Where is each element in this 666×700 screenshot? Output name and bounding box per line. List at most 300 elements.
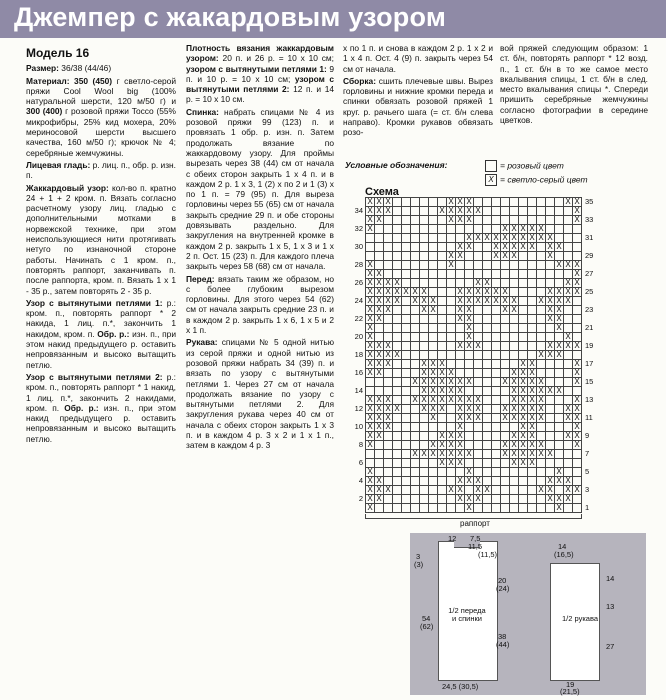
chart-cell: X xyxy=(465,288,474,297)
chart-cell xyxy=(474,504,483,513)
chart-cell xyxy=(402,504,411,513)
chart-cell xyxy=(375,504,384,513)
chart-cell: X xyxy=(447,387,456,396)
chart-cell xyxy=(573,459,582,468)
chart-cell: X xyxy=(510,306,519,315)
assembly-text: сшить плечевые швы. Вырез горловины и нижние кромки переда и спинки обвязать розовой пряжей 1 круг. р. рачьего шага (= ст. б/н слева направо). Кромки рукавов обвязать розо- xyxy=(343,75,493,138)
chart-cell xyxy=(546,504,555,513)
chart-cell: X xyxy=(555,297,564,306)
chart-cell xyxy=(456,351,465,360)
chart-cell xyxy=(384,261,393,270)
chart-cell: X xyxy=(564,261,573,270)
chart-cell xyxy=(573,468,582,477)
chart-cell: X xyxy=(456,387,465,396)
chart-cell: X xyxy=(447,252,456,261)
chart-cell xyxy=(546,270,555,279)
chart-grid xyxy=(365,197,582,513)
chart-cell xyxy=(438,504,447,513)
chart-cell xyxy=(393,486,402,495)
chart-cell xyxy=(555,414,564,423)
chart-cell xyxy=(438,270,447,279)
chart-cell: X xyxy=(528,432,537,441)
chart-cell xyxy=(573,297,582,306)
chart-cell: X xyxy=(366,360,375,369)
chart-cell: X xyxy=(510,450,519,459)
chart-cell xyxy=(492,387,501,396)
row-number-left: 20 xyxy=(354,332,363,341)
chart-cell: X xyxy=(456,477,465,486)
chart-cell xyxy=(483,414,492,423)
chart-cell: X xyxy=(384,423,393,432)
chart-cell xyxy=(564,360,573,369)
chart-cell xyxy=(465,432,474,441)
chart-cell: X xyxy=(465,297,474,306)
chart-cell xyxy=(411,495,420,504)
chart-cell: X xyxy=(528,243,537,252)
chart-cell xyxy=(420,468,429,477)
chart-cell xyxy=(555,423,564,432)
chart-cell: X xyxy=(546,351,555,360)
chart-cell xyxy=(492,486,501,495)
chart-cell: X xyxy=(429,387,438,396)
chart-cell: X xyxy=(573,486,582,495)
chart-cell: X xyxy=(501,450,510,459)
jacquard-text: кол-во п. кратно 24 + 1 + 2 кром. п. Вязать согласно расчетному узору лиц. гладью с дополнительными мотками в норвежской технике, при этом неиспользующиеся нити протягивать нетуго по изнаночной стороне работы. Начинать с 1 кром. п., повторять раппорт, заканчивать п. после раппорта, кром. п. Вязать 1 х 1 - 35 р., затем повторять 2 - 35 р. xyxy=(26,182,176,296)
chart-cell xyxy=(393,477,402,486)
chart-cell xyxy=(456,324,465,333)
chart-cell: X xyxy=(429,378,438,387)
chart-cell: X xyxy=(465,315,474,324)
chart-cell: X xyxy=(573,216,582,225)
pattern1-label: Узор с вытянутыми петлями 1: xyxy=(26,297,163,308)
chart-cell: X xyxy=(465,477,474,486)
chart-cell: X xyxy=(420,387,429,396)
chart-cell: X xyxy=(510,297,519,306)
chart-cell: X xyxy=(465,504,474,513)
chart-cell xyxy=(537,207,546,216)
gauge-paragraph xyxy=(186,43,334,105)
chart-cell xyxy=(501,360,510,369)
chart-cell: X xyxy=(366,495,375,504)
chart-cell xyxy=(402,396,411,405)
chart-cell xyxy=(474,378,483,387)
chart-cell: X xyxy=(411,378,420,387)
chart-cell xyxy=(501,468,510,477)
chart-cell xyxy=(537,324,546,333)
chart-cell: X xyxy=(555,387,564,396)
chart-cell xyxy=(447,324,456,333)
dim-20: 20 xyxy=(498,576,507,585)
chart-cell: X xyxy=(456,414,465,423)
chart-cell xyxy=(411,207,420,216)
chart-cell xyxy=(420,207,429,216)
chart-cell: X xyxy=(456,405,465,414)
row-number-right: 33 xyxy=(585,215,594,224)
chart-cell xyxy=(546,216,555,225)
chart-cell: X xyxy=(429,369,438,378)
chart-cell: X xyxy=(366,306,375,315)
chart-cell xyxy=(510,279,519,288)
chart-cell xyxy=(366,243,375,252)
chart-cell xyxy=(411,324,420,333)
chart-cell xyxy=(555,216,564,225)
chart-cell xyxy=(555,396,564,405)
chart-cell xyxy=(546,198,555,207)
chart-cell: X xyxy=(438,432,447,441)
chart-cell: X xyxy=(438,441,447,450)
chart-cell: X xyxy=(456,423,465,432)
chart-cell: X xyxy=(420,450,429,459)
chart-cell: X xyxy=(510,459,519,468)
chart-cell xyxy=(384,234,393,243)
chart-cell xyxy=(483,360,492,369)
chart-cell: X xyxy=(537,396,546,405)
chart-cell: X xyxy=(546,288,555,297)
chart-cell xyxy=(420,261,429,270)
chart-cell: X xyxy=(573,369,582,378)
chart-cell: X xyxy=(384,297,393,306)
chart-cell xyxy=(510,270,519,279)
chart-cell xyxy=(375,459,384,468)
dim-11-5-b: (11,5) xyxy=(478,550,498,559)
chart-cell: X xyxy=(456,306,465,315)
chart-cell: X xyxy=(528,423,537,432)
chart-cell xyxy=(564,216,573,225)
chart-cell: X xyxy=(573,270,582,279)
chart-cell xyxy=(474,369,483,378)
chart-cell: X xyxy=(465,468,474,477)
chart-cell xyxy=(465,252,474,261)
dim-54: 54 xyxy=(422,614,431,623)
pattern1-text: р.: кром. п., повторять раппорт * 2 накида, 1 лиц. п.*, закончить 1 накидом, кром. п. xyxy=(26,297,176,339)
chart-cell xyxy=(447,342,456,351)
chart-cell: X xyxy=(456,378,465,387)
pattern2-wrong-label: Обр. р.: xyxy=(64,402,99,413)
chart-cell: X xyxy=(546,495,555,504)
chart-cell xyxy=(375,234,384,243)
chart-cell: X xyxy=(519,234,528,243)
assembly-paragraph xyxy=(343,76,493,138)
chart-cell: X xyxy=(555,468,564,477)
chart-cell: X xyxy=(384,306,393,315)
chart-cell: X xyxy=(366,216,375,225)
chart-cell: X xyxy=(465,216,474,225)
legend-pink-label: = розовый цвет xyxy=(500,160,564,171)
chart-cell xyxy=(483,459,492,468)
chart-cell: X xyxy=(375,396,384,405)
chart-cell xyxy=(519,468,528,477)
chart-cell: X xyxy=(510,378,519,387)
chart-cell: X xyxy=(546,342,555,351)
chart-cell xyxy=(510,477,519,486)
chart-cell xyxy=(420,225,429,234)
chart-cell xyxy=(438,477,447,486)
chart-cell: X xyxy=(519,378,528,387)
chart-cell xyxy=(393,243,402,252)
row-number-left: 18 xyxy=(354,350,363,359)
chart-cell: X xyxy=(420,396,429,405)
chart-cell xyxy=(411,351,420,360)
chart-cell: X xyxy=(537,387,546,396)
chart-cell: X xyxy=(366,396,375,405)
chart-cell: X xyxy=(537,378,546,387)
dim-14: 14 xyxy=(558,542,567,551)
jacquard-label: Жаккардовый узор: xyxy=(26,182,109,193)
chart-cell xyxy=(555,450,564,459)
chart-cell xyxy=(384,504,393,513)
chart-cell xyxy=(474,459,483,468)
chart-cell: X xyxy=(438,360,447,369)
chart-cell xyxy=(483,243,492,252)
chart-cell xyxy=(483,252,492,261)
chart-cell xyxy=(492,324,501,333)
chart-cell xyxy=(492,450,501,459)
chart-cell xyxy=(438,216,447,225)
chart-cell xyxy=(438,297,447,306)
chart-cell: X xyxy=(447,432,456,441)
material-label: Материал: xyxy=(26,75,70,86)
chart-cell xyxy=(483,333,492,342)
chart-cell xyxy=(492,261,501,270)
chart-cell xyxy=(393,315,402,324)
row-number-right: 25 xyxy=(585,287,594,296)
chart-cell xyxy=(501,495,510,504)
chart-cell xyxy=(411,360,420,369)
chart-cell: X xyxy=(564,495,573,504)
chart-cell xyxy=(402,216,411,225)
chart-cell xyxy=(393,234,402,243)
chart-cell xyxy=(564,234,573,243)
chart-cell xyxy=(384,369,393,378)
chart-cell: X xyxy=(375,414,384,423)
chart-cell: X xyxy=(456,207,465,216)
chart-cell: X xyxy=(375,270,384,279)
chart-cell xyxy=(384,252,393,261)
chart-cell xyxy=(420,324,429,333)
chart-cell: X xyxy=(366,297,375,306)
chart-cell: X xyxy=(564,414,573,423)
chart-cell xyxy=(402,450,411,459)
chart-cell: X xyxy=(429,450,438,459)
chart-cell: X xyxy=(501,234,510,243)
chart-cell xyxy=(537,468,546,477)
chart-cell xyxy=(393,207,402,216)
chart-cell xyxy=(564,504,573,513)
chart-cell xyxy=(501,423,510,432)
chart-cell: X xyxy=(474,342,483,351)
chart-cell xyxy=(429,324,438,333)
gauge2-label: узором с вытянутыми петлями 1: xyxy=(186,63,327,74)
chart-cell xyxy=(492,342,501,351)
chart-cell xyxy=(393,198,402,207)
chart-cell: X xyxy=(483,288,492,297)
chart-cell xyxy=(402,387,411,396)
chart-cell xyxy=(447,405,456,414)
chart-cell xyxy=(483,198,492,207)
chart-cell: X xyxy=(465,243,474,252)
chart-cell xyxy=(447,414,456,423)
chart-cell xyxy=(555,225,564,234)
row-number-left: 12 xyxy=(354,404,363,413)
chart-cell xyxy=(555,270,564,279)
chart-cell: X xyxy=(384,414,393,423)
chart-cell: X xyxy=(465,378,474,387)
chart-cell: X xyxy=(573,378,582,387)
chart-cell: X xyxy=(375,207,384,216)
chart-cell xyxy=(528,504,537,513)
chart-cell: X xyxy=(537,414,546,423)
chart-cell xyxy=(438,225,447,234)
chart-cell xyxy=(555,360,564,369)
chart-cell: X xyxy=(366,504,375,513)
chart-cell xyxy=(519,261,528,270)
chart-cell xyxy=(402,198,411,207)
chart-cell xyxy=(528,279,537,288)
chart-cell: X xyxy=(465,207,474,216)
chart-cell xyxy=(555,405,564,414)
legend-grey xyxy=(485,174,588,186)
chart-cell xyxy=(438,486,447,495)
chart-cell xyxy=(402,360,411,369)
chart-cell xyxy=(393,414,402,423)
chart-cell: X xyxy=(375,351,384,360)
chart-cell xyxy=(402,315,411,324)
chart-cell xyxy=(375,324,384,333)
title-banner xyxy=(0,0,666,38)
chart-cell xyxy=(546,423,555,432)
row-number-right: 27 xyxy=(585,269,594,278)
row-number-left: 16 xyxy=(354,368,363,377)
row-number-left: 2 xyxy=(358,494,363,503)
chart-cell xyxy=(537,504,546,513)
chart-cell: X xyxy=(501,297,510,306)
chart-cell xyxy=(402,342,411,351)
chart-cell xyxy=(393,261,402,270)
chart-cell xyxy=(537,423,546,432)
chart-cell xyxy=(402,324,411,333)
chart-cell xyxy=(411,234,420,243)
row-number-left: 30 xyxy=(354,242,363,251)
chart-cell: X xyxy=(366,405,375,414)
chart-cell: X xyxy=(456,252,465,261)
chart-cell xyxy=(393,306,402,315)
chart-cell: X xyxy=(420,378,429,387)
chart-cell xyxy=(501,207,510,216)
legend-grey-swatch: X xyxy=(485,174,497,186)
size-label: Размер: xyxy=(26,63,59,74)
chart-cell: X xyxy=(366,414,375,423)
row-number-right: 19 xyxy=(585,341,594,350)
chart-cell xyxy=(537,315,546,324)
chart-cell xyxy=(519,306,528,315)
chart-cell: X xyxy=(384,351,393,360)
chart-cell xyxy=(528,270,537,279)
chart-cell xyxy=(492,477,501,486)
pattern2-paragraph xyxy=(26,372,176,444)
chart-cell xyxy=(519,504,528,513)
chart-cell: X xyxy=(537,297,546,306)
chart-cell xyxy=(420,432,429,441)
chart-cell: X xyxy=(375,342,384,351)
chart-cell: X xyxy=(447,216,456,225)
row-number-left: 10 xyxy=(354,422,363,431)
chart-cell xyxy=(411,405,420,414)
chart-cell xyxy=(411,270,420,279)
chart-cell: X xyxy=(564,333,573,342)
row-number-right: 13 xyxy=(585,395,594,404)
chart-cell xyxy=(402,225,411,234)
dim-14-s: 14 xyxy=(606,574,615,583)
chart-cell: X xyxy=(519,405,528,414)
chart-cell: X xyxy=(519,360,528,369)
gauge3-text: 12 п. и 14 р. = 10 х 10 см. xyxy=(186,84,335,105)
chart-cell xyxy=(411,306,420,315)
chart-cell xyxy=(411,261,420,270)
chart-cell: X xyxy=(456,243,465,252)
chart-cell xyxy=(546,414,555,423)
chart-cell xyxy=(438,342,447,351)
chart-cell xyxy=(447,495,456,504)
stockinette-label: Лицевая гладь: xyxy=(26,159,91,170)
chart-cell xyxy=(564,243,573,252)
chart-cell: X xyxy=(519,459,528,468)
material-text-1: г светло-серой пряжи Cool Wool big (100% натуральной шерсти, 120 м/50 г) и xyxy=(26,75,176,107)
chart-cell xyxy=(402,252,411,261)
chart-cell xyxy=(510,504,519,513)
chart-cell xyxy=(447,279,456,288)
chart-cell xyxy=(573,225,582,234)
chart-cell xyxy=(402,423,411,432)
chart-cell xyxy=(429,342,438,351)
chart-cell: X xyxy=(456,450,465,459)
stockinette-paragraph xyxy=(26,160,176,181)
chart-cell: X xyxy=(528,459,537,468)
chart-cell xyxy=(510,261,519,270)
chart-cell: X xyxy=(465,306,474,315)
chart-cell xyxy=(438,468,447,477)
chart-cell xyxy=(429,468,438,477)
chart-cell: X xyxy=(573,423,582,432)
chart-cell xyxy=(402,405,411,414)
chart-cell xyxy=(465,261,474,270)
legend-title: Условные обозначения: xyxy=(345,160,448,170)
chart-cell xyxy=(420,234,429,243)
chart-cell xyxy=(393,450,402,459)
chart-cell: X xyxy=(564,432,573,441)
chart-cell xyxy=(429,207,438,216)
chart-cell xyxy=(402,468,411,477)
pattern1-wrong-text: изн. п., при этом накид предыдущего р. оставить непровязанным и высоко вытащить петлю. xyxy=(26,328,176,370)
chart-cell: X xyxy=(573,432,582,441)
chart-cell: X xyxy=(447,486,456,495)
chart-cell xyxy=(546,405,555,414)
chart-cell: X xyxy=(519,423,528,432)
material-paragraph xyxy=(26,76,176,158)
column-3 xyxy=(343,43,493,140)
chart-cell: X xyxy=(375,360,384,369)
chart-cell xyxy=(528,477,537,486)
chart-cell: X xyxy=(555,243,564,252)
chart-cell: X xyxy=(573,198,582,207)
chart-cell xyxy=(537,198,546,207)
chart-cell xyxy=(474,351,483,360)
chart-cell: X xyxy=(555,477,564,486)
chart-cell xyxy=(402,234,411,243)
chart-cell xyxy=(402,432,411,441)
chart-cell xyxy=(402,297,411,306)
chart-cell: X xyxy=(429,441,438,450)
chart-cell: X xyxy=(492,234,501,243)
